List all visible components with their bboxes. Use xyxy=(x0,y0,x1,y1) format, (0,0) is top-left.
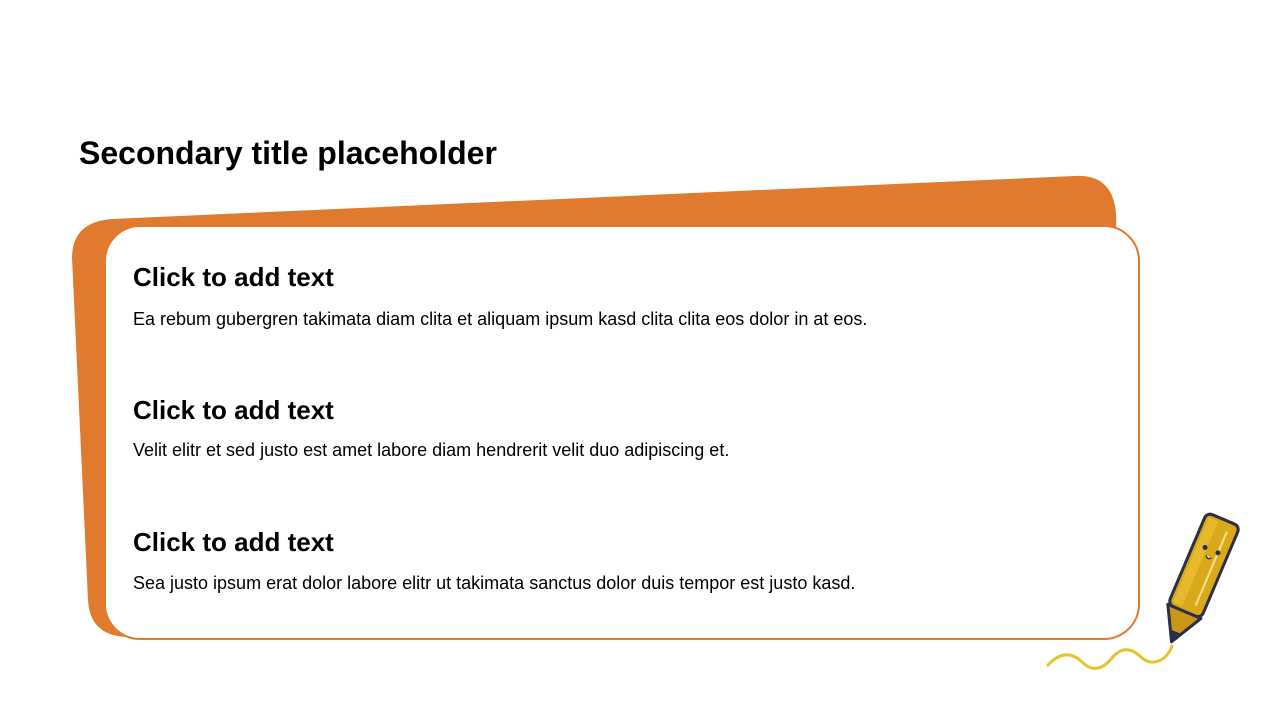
item-body-3[interactable]: Sea justo ipsum erat dolor labore elitr ut takimata sanctus dolor duis tempor est justo kasd. xyxy=(133,573,856,593)
item-body-2[interactable]: Velit elitr et sed justo est amet labore diam hendrerit velit duo adipiscing et. xyxy=(133,440,730,460)
item-heading-2[interactable]: Click to add text xyxy=(133,395,334,425)
item-body-1[interactable]: Ea rebum gubergren takimata diam clita et aliquam ipsum kasd clita clita eos dolor in at eos. xyxy=(133,309,868,329)
pencil-mascot-icon xyxy=(1040,510,1260,680)
item-heading-1[interactable]: Click to add text xyxy=(133,262,334,292)
slide-title[interactable]: Secondary title placeholder xyxy=(79,135,497,171)
item-heading-3[interactable]: Click to add text xyxy=(133,527,334,557)
